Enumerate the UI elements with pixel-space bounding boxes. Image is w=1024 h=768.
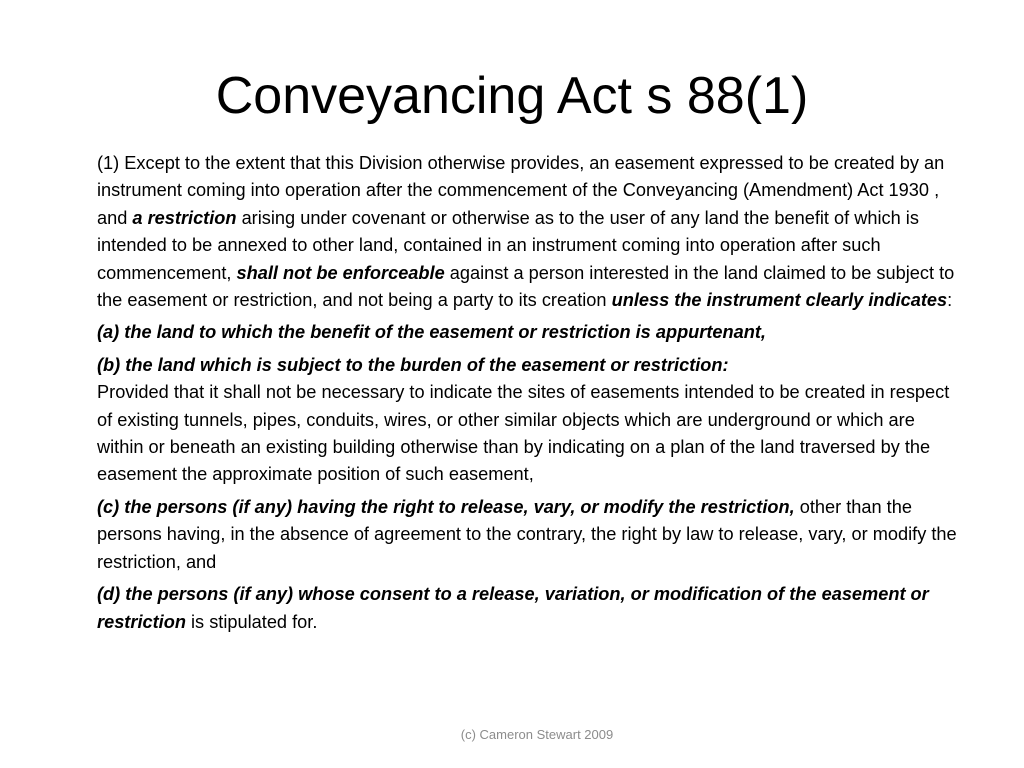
paragraph-c-text: other than the persons having, in the absence of agreement to the contrary, the right by law to release, vary, or modify the restriction, and — [97, 496, 957, 572]
paragraph-1-emphasis-1: a restriction — [132, 207, 237, 228]
paragraph-1-text-1: (1) Except to the extent that this Division otherwise provides, an easement expressed to be created by an instrument coming into operation after the commencement of the Conveyancing (Amendment) Act 1930 , and — [97, 153, 945, 228]
paragraph-b-proviso: Provided that it shall not be necessary to indicate the sites of easements intended to be created in respect of existing tunnels, pipes, conduits, wires, or other similar objects which are underground or which are within or beneath an existing building otherwise than by indicating on a plan of the land traversed by the easement the approximate position of such easement, — [97, 382, 950, 485]
paragraph-c — [97, 494, 959, 576]
paragraph-1 — [97, 150, 959, 314]
paragraph-1-text-3: against a person interested in the land claimed to be subject to the easement or restriction, and not being a party to its creation — [97, 262, 955, 311]
slide-footer: (c) Cameron Stewart 2009 — [460, 727, 614, 742]
paragraph-d-emphasis: (d) the persons (if any) whose consent to a release, variation, or modification of the easement or restriction — [97, 584, 929, 632]
paragraph-1-text-4: : — [947, 290, 953, 311]
paragraph-1-emphasis-3: unless the instrument clearly indicates — [611, 290, 948, 311]
paragraph-d-text: is stipulated for. — [185, 611, 318, 632]
paragraph-d — [97, 581, 959, 636]
slide-body — [97, 150, 959, 641]
paragraph-a-emphasis: (a) the land to which the benefit of the easement or restriction is appurtenant, — [97, 322, 766, 343]
slide-title: Conveyancing Act s 88(1) — [215, 67, 809, 125]
paragraph-b — [97, 352, 959, 489]
paragraph-c-emphasis: (c) the persons (if any) having the right to release, vary, or modify the restriction, — [97, 496, 795, 517]
paragraph-a — [97, 319, 959, 346]
paragraph-b-emphasis: (b) the land which is subject to the burden of the easement or restriction: — [97, 354, 729, 375]
paragraph-1-emphasis-2: shall not be enforceable — [236, 262, 445, 283]
paragraph-1-text-2: arising under covenant or otherwise as to the user of any land the benefit of which is intended to be annexed to other land, contained in an instrument coming into operation after such commencement, — [97, 207, 919, 283]
